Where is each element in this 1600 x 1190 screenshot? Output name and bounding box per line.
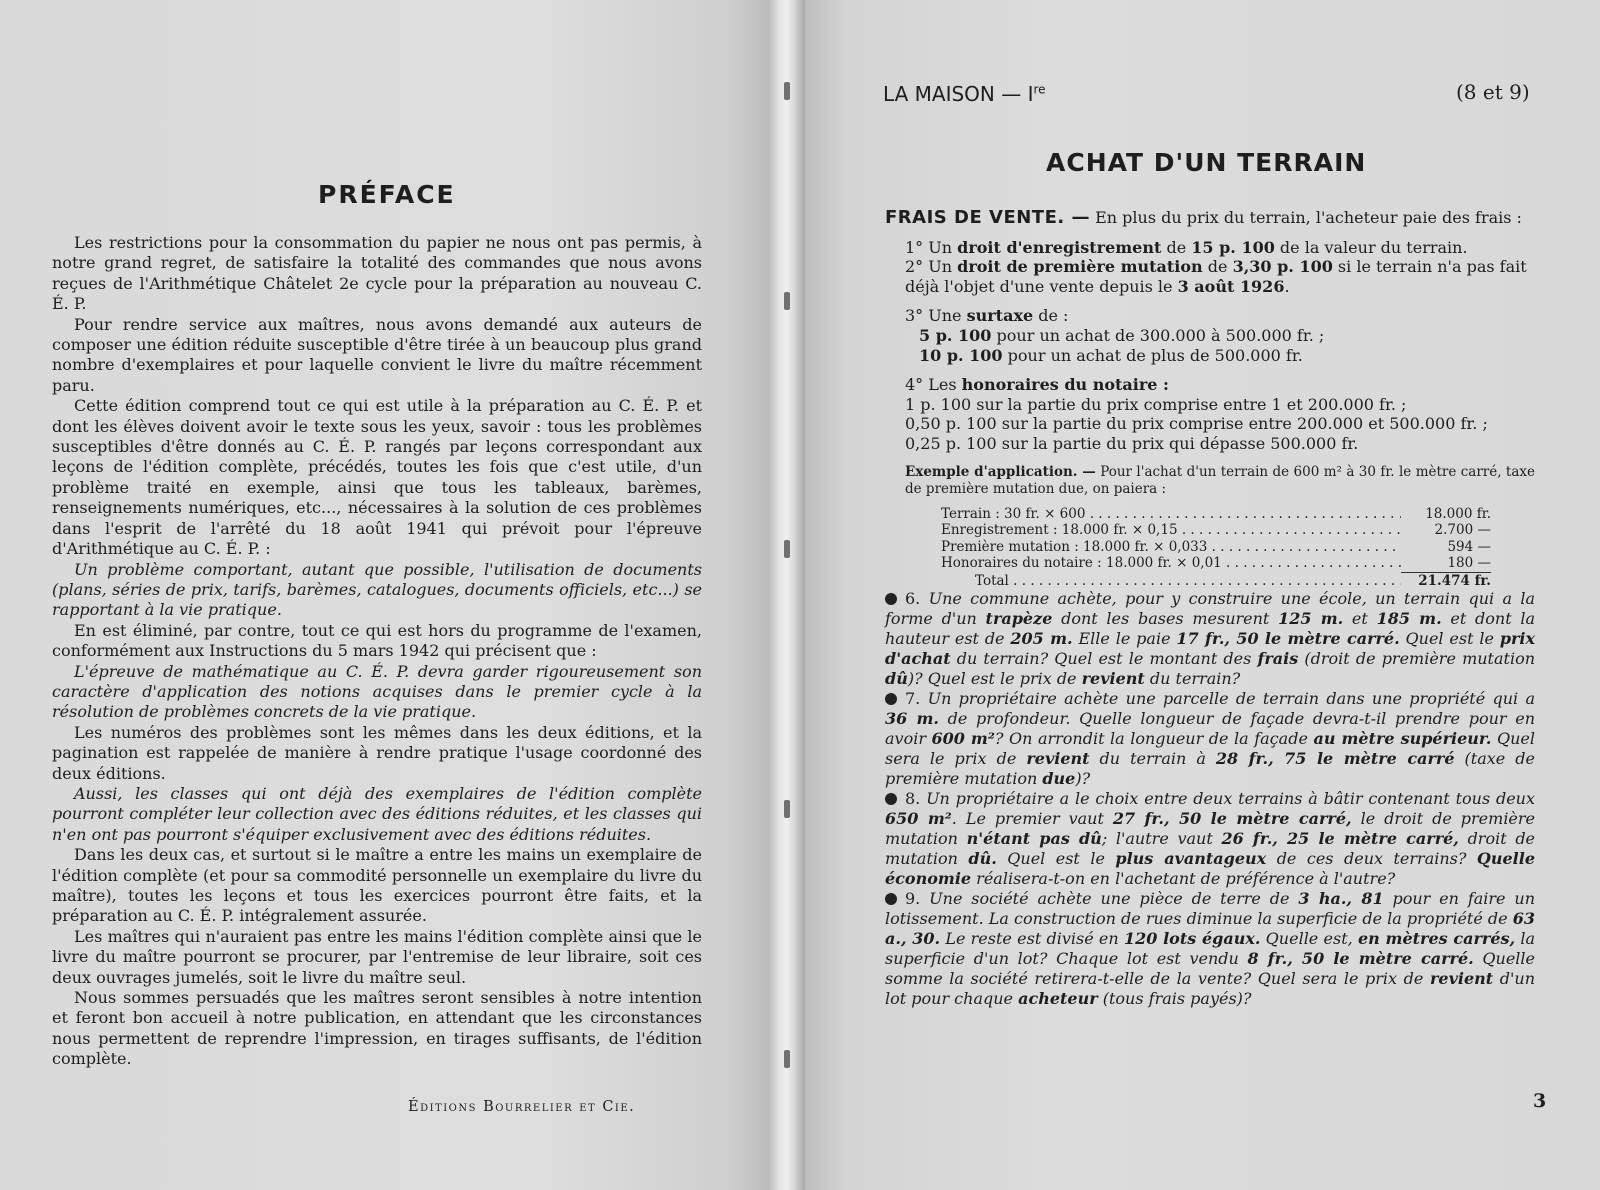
honoraires-line: 0,25 p. 100 sur la partie du prix qui dépasse 500.000 fr. <box>905 433 1359 453</box>
bullet-icon <box>885 893 897 905</box>
calc-row <box>941 522 1491 539</box>
fee-item-4: 4° Les honoraires du notaire : <box>905 375 1169 395</box>
preface-paragraph: En est éliminé, par contre, tout ce qui est hors du programme de l'examen, conformément aux Instructions du 5 mars 1942 qui précisent que : <box>52 620 702 661</box>
preface-paragraph: Les restrictions pour la consommation du papier ne nous ont pas permis, à notre grand regret, de satisfaire la totalité des commandes que nous avons reçues de l'Arithmétique Châtelet 2e cycle pour la préparation au nouveau C. É. P. <box>52 233 702 314</box>
bullet-icon <box>885 593 897 605</box>
fee-item-2: 2° Un droit de première mutation de 3,30 p. 100 si le terrain n'a pas fait déjà l'objet d'une vente depuis le 3 août 1926. <box>905 257 1527 296</box>
bullet-icon <box>885 693 897 705</box>
running-header-section: LA MAISON — Ire <box>883 82 1046 106</box>
problem-text: Un propriétaire achète une parcelle de terrain dans une propriété qui a 36 m. de profondeur. Quelle longueur de façade devra-t-il prendre pour en avoir 600 m²? On arrondit la longueur de la façade au mètre supérieur. Quel sera le prix de revient du terrain à 28 fr., 75 le mètre carré (taxe de première mutation due)? <box>885 689 1536 789</box>
surtaxe-line: 5 p. 100 pour un achat de 300.000 à 500.000 fr. ; <box>919 325 1325 345</box>
problem-number: 9. <box>905 889 930 909</box>
problem-text: Une société achète une pièce de terre de 3 ha., 81 pour en faire un lotissement. La construction de rues diminue la superficie de la propriété de 63 a., 30. Le reste est divisé en 120 lots égaux. Quelle est, en mètres carrés, la superficie d'un lot? Chaque lot est vendu 8 fr., 50 le mètre carré. Quelle somme la société retirera-t-elle de la vente? Quel sera le prix de revient d'un lot pour chaque acheteur (tous frais payés)? <box>885 889 1536 1009</box>
problem-number: 7. <box>905 689 928 709</box>
fee-item-3: 3° Une surtaxe de : <box>905 306 1069 326</box>
surtaxe-line: 10 p. 100 pour un achat de plus de 500.000 fr. <box>919 345 1303 365</box>
calc-value: 594 — <box>1447 538 1491 555</box>
problem-list <box>885 589 1535 1009</box>
calc-row <box>941 506 1491 523</box>
calc-total-value: 21.474 fr. <box>1418 572 1491 589</box>
left-page <box>0 0 768 1190</box>
preface-paragraph: Un problème comportant, autant que possible, l'utilisation de documents (plans, séries de prix, tarifs, barèmes, catalogues, documents officiels, etc...) se rapportant à la vie pratique. <box>52 559 702 620</box>
binding-stitch <box>784 540 790 558</box>
running-header-pages: (8 et 9) <box>1456 80 1530 104</box>
binding-stitch <box>784 292 790 310</box>
example-calculation <box>941 506 1491 590</box>
preface-paragraph: Nous sommes persuadés que les maîtres seront sensibles à notre intention et feront bon accueil à notre publication, en attendant que les circonstances nous permettent de reprendre l'impression, en tirages suffisants, de l'édition complète. <box>52 988 702 1069</box>
binding-stitch <box>784 82 790 100</box>
preface-paragraph: Aussi, les classes qui ont déjà des exemplaires de l'édition complète pourront compléter leur collection avec des éditions réduites, et les classes qui n'en ont pas pourront s'équiper exclusivement avec des éditions réduites. <box>52 783 702 844</box>
calc-value: 18.000 fr. <box>1425 505 1491 522</box>
preface-title: PRÉFACE <box>318 180 456 209</box>
chapter-title: ACHAT D'UN TERRAIN <box>1046 148 1367 177</box>
calc-label: Enregistrement : 18.000 fr. × 0,15 . . . <box>941 522 1401 539</box>
honoraires-line: 0,50 p. 100 sur la partie du prix comprise entre 200.000 et 500.000 fr. ; <box>905 414 1488 434</box>
calc-label: Honoraires du notaire : 18.000 fr. × 0,01 . . . <box>941 555 1401 572</box>
frais-intro: FRAIS DE VENTE. — En plus du prix du terrain, l'acheteur paie des frais : <box>885 207 1522 228</box>
calc-total-label: Total . . . <box>941 573 1401 590</box>
binding-stitch <box>784 800 790 818</box>
calc-row <box>941 555 1491 572</box>
calc-total-row <box>941 573 1491 590</box>
binding-stitch <box>784 1050 790 1068</box>
book-gutter <box>768 0 805 1190</box>
lesson-body <box>885 208 1535 1009</box>
calc-label: Première mutation : 18.000 fr. × 0,033 . . . <box>941 539 1401 556</box>
fee-item-1: 1° Un droit d'enregistrement de 15 p. 100 de la valeur du terrain. <box>905 237 1468 257</box>
example-intro: Exemple d'application. — Pour l'achat d'un terrain de 600 m² à 30 fr. le mètre carré, taxe de première mutation due, on paiera : <box>905 463 1536 497</box>
problem-number: 6. <box>905 589 929 609</box>
preface-paragraph: Les numéros des problèmes sont les mêmes dans les deux éditions, et la pagination est rappelée de manière à rendre pratique l'usage coordonné des deux éditions. <box>52 722 702 783</box>
calc-label: Terrain : 30 fr. × 600 . . . <box>941 506 1401 523</box>
preface-paragraph: Pour rendre service aux maîtres, nous avons demandé aux auteurs de composer une édition réduite susceptible d'être tirée à un beaucoup plus grand nombre d'exemplaires et pour laquelle convient le livre du maître récemment paru. <box>52 314 702 395</box>
problem-text: Une commune achète, pour y construire une école, un terrain qui a la forme d'un trapèze dont les bases mesurent 125 m. et 185 m. et dont la hauteur est de 205 m. Elle le paie 17 fr., 50 le mètre carré. Quel est le prix d'achat du terrain? Quel est le montant des frais (droit de première mutation dû)? Quel est le prix de revient du terrain? <box>885 589 1536 689</box>
page-number: 3 <box>1533 1090 1547 1112</box>
bullet-icon <box>885 793 897 805</box>
problem-7 <box>885 689 1535 789</box>
publisher-signature: Éditions Bourrelier et Cie. <box>408 1099 636 1115</box>
problem-text: Un propriétaire a le choix entre deux terrains à bâtir contenant tous deux 650 m². Le premier vaut 27 fr., 50 le mètre carré, le droit de première mutation n'étant pas dû; l'autre vaut 26 fr., 25 le mètre carré, droit de mutation dû. Quel est le plus avantageux de ces deux terrains? Quelle économie réalisera-t-on en l'achetant de préférence à l'autre? <box>885 789 1536 889</box>
honoraires-line: 1 p. 100 sur la partie du prix comprise entre 1 et 200.000 fr. ; <box>905 394 1407 414</box>
preface-paragraph: Les maîtres qui n'auraient pas entre les mains l'édition complète ainsi que le livre du maître pourront se procurer, par l'entremise de leur libraire, soit ces deux ouvrages jumelés, soit le livre du maître seul. <box>52 926 702 987</box>
preface-paragraph: L'épreuve de mathématique au C. É. P. devra garder rigoureusement son caractère d'application des notions acquises dans le premier cycle à la résolution de problèmes concrets de la vie pratique. <box>52 661 702 722</box>
calc-value: 180 — <box>1447 555 1491 572</box>
calc-value: 2.700 — <box>1434 522 1491 539</box>
calc-row <box>941 539 1491 556</box>
problem-9 <box>885 889 1535 1009</box>
problem-number: 8. <box>905 789 927 809</box>
preface-paragraph: Dans les deux cas, et surtout si le maître a entre les mains un exemplaire de l'édition complète (et pour sa commodité personnelle un exemplaire du livre du maître), toutes les leçons et tous les exercices pourront être faits, et la préparation au C. É. P. intégralement assurée. <box>52 845 702 926</box>
problem-8 <box>885 789 1535 889</box>
problem-6 <box>885 589 1535 689</box>
preface-body <box>52 233 702 1070</box>
preface-paragraph: Cette édition comprend tout ce qui est utile à la préparation au C. É. P. et dont les élèves doivent avoir le texte sous les yeux, savoir : tous les problèmes susceptibles d'être donnés au C. É. P. rangés par leçons correspondant aux leçons de l'édition complète, précédés, toutes les fois que c'est utile, d'un problème traité en exemple, ainsi que tous les tableaux, barèmes, renseignements numériques, etc..., nécessaires à la solution de ces problèmes dans l'esprit de l'arrêté du 18 août 1941 qui prévoit pour l'épreuve d'Arithmétique au C. É. P. : <box>52 396 702 559</box>
